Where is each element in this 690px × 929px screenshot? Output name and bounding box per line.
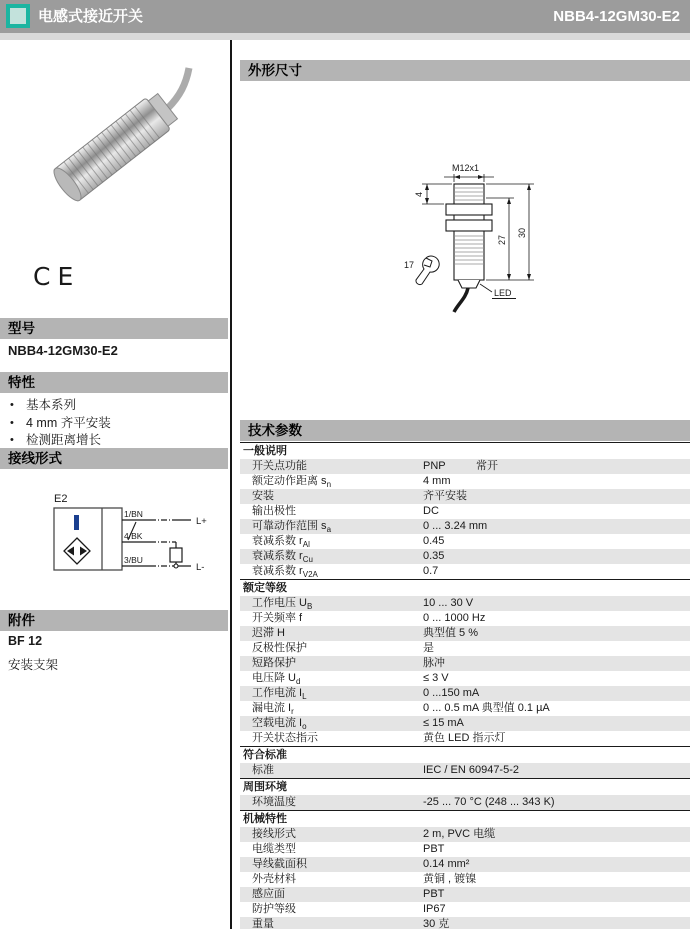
spec-label: 输出极性 — [252, 505, 296, 517]
sensor-outline — [446, 184, 492, 312]
wiring-variant-label: E2 — [54, 493, 68, 505]
spec-row — [240, 656, 690, 671]
sensor-symbol-box — [54, 508, 122, 570]
spec-value: IEC / EN 60947-5-2 — [423, 764, 519, 776]
brand-logo-icon — [6, 4, 30, 28]
spec-value: 0 ...150 mA — [423, 687, 480, 699]
left-column — [0, 40, 228, 929]
spec-label: 开关频率 f — [252, 612, 303, 624]
spec-label: 接线形式 — [252, 828, 296, 840]
led-label: LED — [494, 288, 512, 298]
spec-value: 是 — [423, 642, 434, 654]
spec-row — [240, 504, 690, 519]
spec-label: 漏电流 $I_r$ — [252, 702, 294, 717]
spec-value: 0.45 — [423, 535, 445, 547]
spec-value: 10 ... 30 V — [423, 597, 474, 609]
junction-node — [174, 564, 178, 568]
ce-mark: CE — [33, 262, 81, 291]
spec-row — [240, 596, 690, 611]
spec-row — [240, 564, 690, 579]
spec-row — [240, 549, 690, 564]
spec-value: 0 ... 3.24 mm — [423, 520, 488, 532]
product-body — [50, 90, 180, 204]
spec-row — [240, 827, 690, 842]
spec-label: 感应面 — [252, 888, 285, 900]
spec-row — [240, 701, 690, 716]
accessory-name: BF 12 — [8, 634, 43, 648]
spec-label: 安装 — [252, 490, 274, 502]
features-list — [8, 397, 111, 450]
features-heading: 特性 — [0, 372, 228, 393]
spec-label: 开关点功能 — [252, 460, 307, 472]
accessory-desc: 安装支架 — [8, 658, 59, 672]
wire-4-label: 4/BK — [124, 531, 143, 541]
spec-value: 4 mm — [423, 475, 451, 487]
feature-item — [8, 432, 111, 450]
spec-label: 工作电压 $U_B$ — [252, 597, 313, 612]
feature-item — [8, 415, 111, 433]
spec-section-heading: 一般说明 — [240, 442, 690, 459]
spec-value: PBT — [423, 843, 445, 855]
spec-row — [240, 731, 690, 746]
spec-row — [240, 459, 690, 474]
spec-value: 2 m, PVC 电缆 — [423, 828, 496, 840]
spec-row — [240, 872, 690, 887]
wire-1-label: 1/BN — [124, 509, 143, 519]
spec-label: 空载电流 $I_o$ — [252, 717, 307, 732]
wrench-size-label: 17 — [404, 260, 415, 270]
spec-value: IP67 — [423, 903, 446, 915]
cable-stub — [454, 288, 468, 312]
load-symbol — [170, 548, 182, 562]
feature-text: 基本系列 — [26, 398, 77, 412]
spec-label: 迟滞 H — [252, 627, 285, 639]
spec-row — [240, 626, 690, 641]
spec-section-heading: 机械特性 — [240, 810, 690, 827]
right-column — [240, 40, 690, 929]
spec-row — [240, 902, 690, 917]
length-27-label: 27 — [497, 234, 507, 245]
spec-value: PBT — [423, 888, 445, 900]
spec-label: 标准 — [252, 764, 274, 776]
terminal-minus-label: L- — [196, 562, 205, 573]
spec-value: 脉冲 — [423, 657, 445, 669]
spec-row — [240, 489, 690, 504]
spec-label: 工作电流 $I_L$ — [252, 687, 307, 702]
page-title: 电感式接近开关 — [38, 8, 144, 25]
spec-section-heading: 周围环境 — [240, 778, 690, 795]
wiring-diagram — [14, 488, 219, 610]
spec-row — [240, 474, 690, 489]
spec-section-heading: 符合标准 — [240, 746, 690, 763]
thread-size-label: M12x1 — [452, 163, 480, 173]
thread-dimension — [444, 174, 494, 182]
spec-value: 齐平安装 — [423, 490, 467, 502]
spec-section-heading: 额定等级 — [240, 579, 690, 596]
product-cable — [168, 68, 189, 108]
sensor-i-symbol — [74, 515, 79, 530]
spec-label: 环境温度 — [252, 796, 296, 808]
spec-row — [240, 641, 690, 656]
spec-label: 衰减系数 $r_{Cu}$ — [252, 550, 313, 565]
specs-heading: 技术参数 — [240, 420, 690, 441]
spec-label: 额定动作距离 $s_n$ — [252, 475, 332, 490]
spec-row — [240, 917, 690, 929]
spec-value: 0.35 — [423, 550, 445, 562]
thread-length-dimension — [486, 198, 534, 280]
wire-3-label: 3/BU — [124, 555, 143, 565]
spec-row — [240, 611, 690, 626]
spec-value: PNP — [423, 460, 446, 472]
spec-label: 反极性保护 — [252, 642, 307, 654]
spec-row — [240, 795, 690, 810]
wrench-icon — [416, 256, 439, 284]
accessories-heading: 附件 — [0, 610, 228, 631]
dimensions-heading: 外形尺寸 — [240, 60, 690, 81]
spec-value: 典型值 5 % — [423, 627, 479, 639]
header-shadow-strip — [0, 33, 690, 40]
spec-row — [240, 857, 690, 872]
terminal-plus-label: L+ — [196, 516, 207, 527]
bullet-icon: • — [10, 399, 14, 411]
spec-row — [240, 534, 690, 549]
spec-row — [240, 686, 690, 701]
spec-value: 黄色 LED 指示灯 — [423, 732, 506, 744]
spec-row — [240, 671, 690, 686]
spec-label: 外壳材料 — [252, 873, 296, 885]
feature-text: 检测距离增长 — [26, 433, 102, 447]
feature-text: 4 mm 齐平安装 — [26, 415, 111, 430]
connection-heading: 接线形式 — [0, 448, 228, 469]
spec-label: 防护等级 — [252, 903, 296, 915]
spec-row — [240, 887, 690, 902]
spec-row — [240, 763, 690, 778]
spec-value: ≤ 3 V — [423, 672, 449, 684]
spec-label: 电缆类型 — [252, 843, 296, 855]
spec-value: 0 ... 0.5 mA 典型值 0.1 µA — [423, 702, 550, 714]
spec-label: 重量 — [252, 918, 274, 929]
spec-label: 开关状态指示 — [252, 732, 318, 744]
spec-label: 电压降 $U_d$ — [252, 672, 301, 687]
spec-label: 短路保护 — [252, 657, 296, 669]
spec-row — [240, 519, 690, 534]
spec-label: 导线截面积 — [252, 858, 307, 870]
spec-row — [240, 716, 690, 731]
tip-length-label: 4 — [414, 191, 424, 197]
spec-label: 衰减系数 $r_{Al}$ — [252, 535, 310, 550]
model-number: NBB4-12GM30-E2 — [8, 343, 118, 358]
spec-label: 可靠动作范围 $s_a$ — [252, 520, 332, 535]
model-heading: 型号 — [0, 318, 228, 339]
page-header — [0, 0, 690, 33]
bullet-icon: • — [10, 434, 14, 446]
spec-value: ≤ 15 mA — [423, 717, 464, 729]
spec-value: 黄铜 , 镀镍 — [423, 873, 477, 885]
spec-value: DC — [423, 505, 439, 517]
column-divider — [230, 40, 232, 929]
spec-value: 0.14 mm² — [423, 858, 470, 870]
dimension-drawing — [392, 162, 577, 317]
spec-value: -25 ... 70 °C (248 ... 343 K) — [423, 796, 555, 808]
product-photo — [22, 62, 207, 227]
spec-value: 0 ... 1000 Hz — [423, 612, 486, 624]
spec-value-secondary: 常开 — [476, 460, 498, 472]
spec-value: 30 克 — [423, 918, 450, 929]
spec-value: 0.7 — [423, 565, 439, 577]
spec-label: 衰减系数 $r_{V2A}$ — [252, 565, 318, 580]
bullet-icon: • — [10, 416, 14, 429]
length-30-label: 30 — [517, 227, 527, 238]
feature-item — [8, 397, 111, 415]
spec-table — [240, 442, 690, 929]
header-product-id: NBB4-12GM30-E2 — [553, 8, 680, 25]
spec-row — [240, 842, 690, 857]
